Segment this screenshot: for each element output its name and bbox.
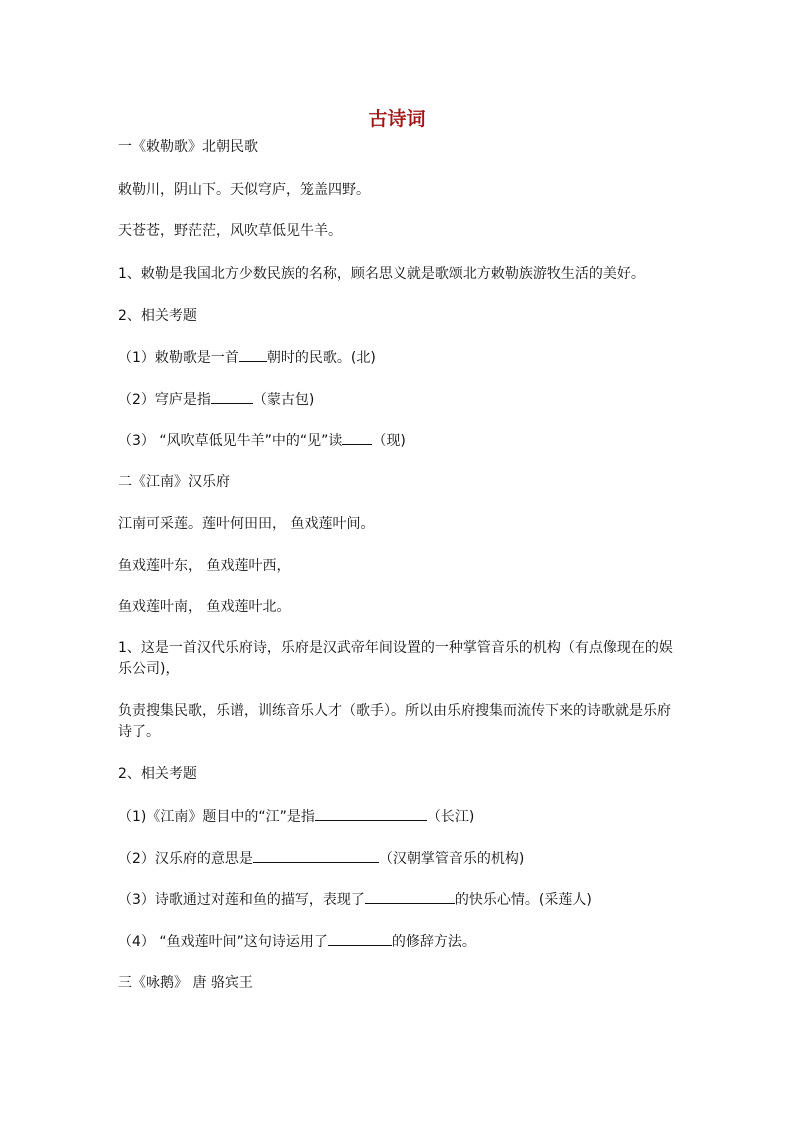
questions-heading: 2、相关考题 [118, 308, 197, 324]
question-item [118, 848, 678, 870]
poem-line: 江南可采莲。莲叶何田田， 鱼戏莲叶间。 [118, 516, 375, 532]
section-heading-yonge: 三《咏鹅》 唐 骆宾王 [118, 975, 253, 991]
question-text: （3） “风吹草低见牛羊”中的“见”读 [118, 433, 343, 449]
question-text: （现) [372, 433, 406, 449]
section-heading-chilege: 一《敕勒歌》北朝民歌 [118, 139, 258, 155]
question-text: （2）穹庐是指 [118, 392, 211, 408]
poem-line: 天苍苍，野茫茫，风吹草低见牛羊。 [118, 223, 342, 239]
note-paragraph: 1、这是一首汉代乐府诗，乐府是汉武帝年间设置的一种掌管音乐的机构（有点像现在的娱乐公司)， [118, 640, 673, 677]
page-title: 古诗词 [368, 108, 426, 130]
question-text: （蒙古包) [252, 392, 315, 408]
questions-heading: 2、相关考题 [118, 766, 197, 782]
question-item [118, 889, 678, 911]
note-paragraph: 1、敕勒是我国北方少数民族的名称，顾名思义就是歌颂北方敕勒族游牧生活的美好。 [118, 266, 645, 282]
answer-blank [253, 848, 379, 863]
answer-blank [211, 389, 253, 404]
question-text: （2）汉乐府的意思是 [118, 851, 253, 867]
answer-blank [342, 430, 372, 445]
question-text: （长江) [426, 809, 475, 825]
question-item [118, 806, 678, 828]
question-text: （1）敕勒歌是一首 [118, 350, 239, 366]
answer-blank [365, 889, 455, 904]
section-heading-jiangnan: 二《江南》汉乐府 [118, 474, 230, 490]
question-item [118, 347, 678, 369]
answer-blank [328, 931, 392, 946]
question-text: （3）诗歌通过对莲和鱼的描写，表现了 [118, 892, 365, 908]
question-text: （4） “鱼戏莲叶间”这句诗运用了 [118, 934, 328, 950]
answer-blank [315, 806, 427, 821]
question-text: 的快乐心情。(采莲人) [454, 892, 592, 908]
question-text: 朝时的民歌。(北) [266, 350, 376, 366]
question-item [118, 931, 678, 953]
question-text: （1)《江南》题目中的“江”是指 [118, 809, 315, 825]
question-text: 的修辞方法。 [391, 934, 476, 950]
poem-line: 鱼戏莲叶东， 鱼戏莲叶西， [118, 558, 291, 574]
answer-blank [239, 347, 267, 362]
poem-line: 鱼戏莲叶南， 鱼戏莲叶北。 [118, 599, 291, 615]
question-item [118, 389, 678, 411]
question-item [118, 430, 678, 452]
note-paragraph: 负责搜集民歌，乐谱，训练音乐人才（歌手）。所以由乐府搜集而流传下来的诗歌就是乐府诗了。 [118, 703, 671, 740]
question-text: （汉朝掌管音乐的机构) [378, 851, 525, 867]
poem-line: 敕勒川，阴山下。天似穹庐，笼盖四野。 [118, 182, 370, 198]
